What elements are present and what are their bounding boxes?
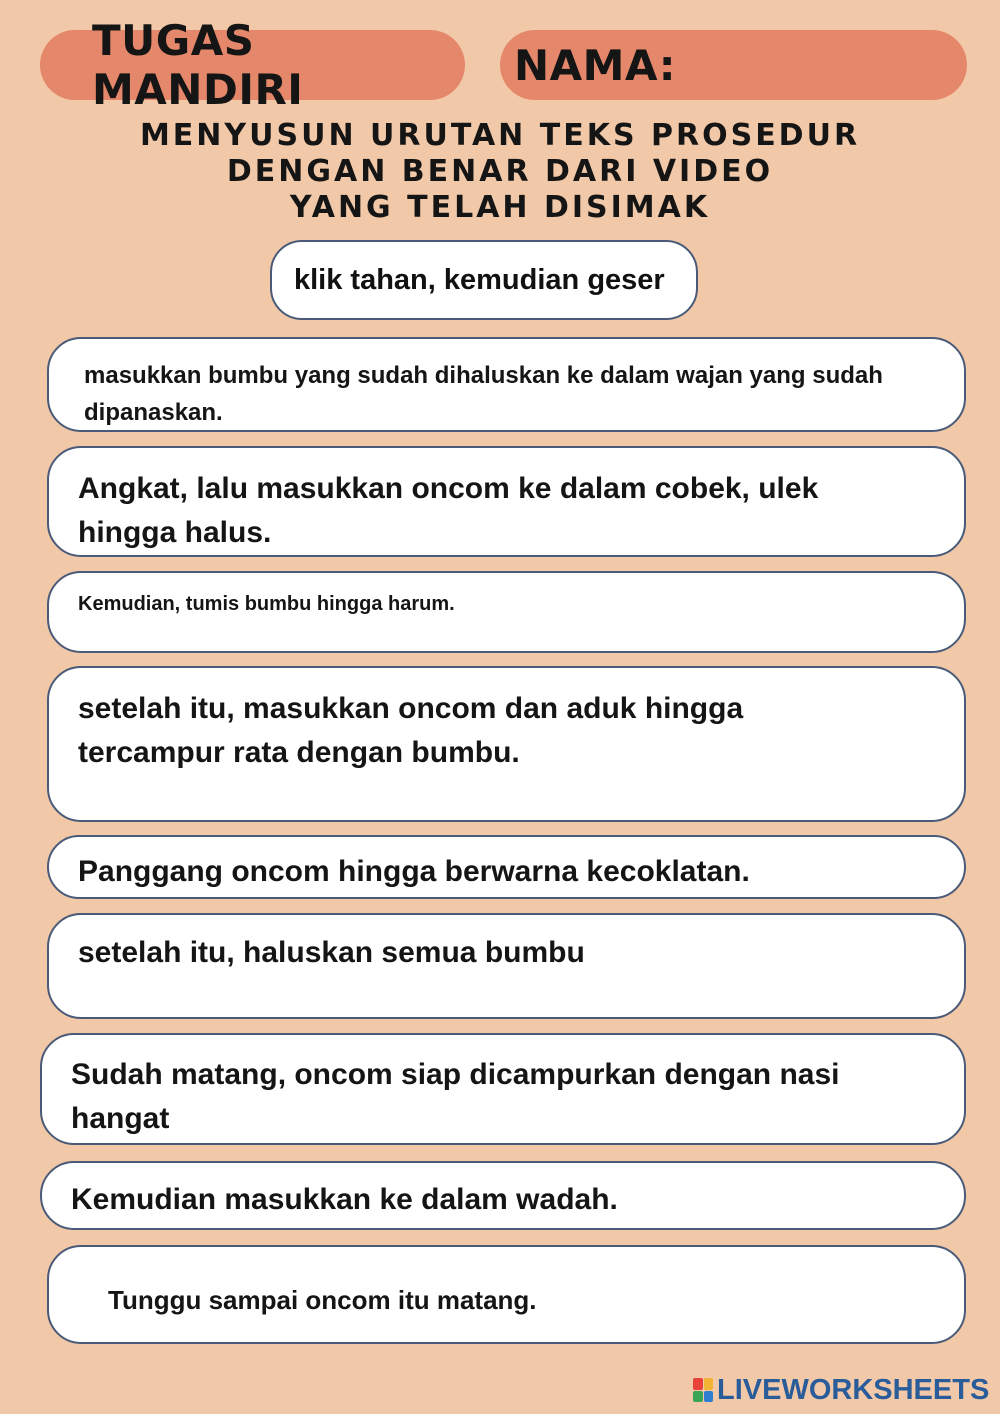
drag-instruction — [270, 240, 698, 320]
step-card-text: Kemudian masukkan ke dalam wadah. — [71, 1183, 618, 1216]
title-tugas-mandiri-text: TUGAS MANDIRI — [92, 16, 304, 114]
title-tugas-mandiri — [40, 16, 465, 114]
logo-square — [704, 1378, 714, 1390]
step-card[interactable] — [47, 1245, 966, 1344]
step-card[interactable] — [47, 446, 966, 557]
subtitle-line: DENGAN BENAR DARI VIDEO — [226, 154, 774, 189]
subtitle-line: MENYUSUN URUTAN TEKS PROSEDUR — [139, 118, 861, 153]
liveworksheets-logo-text: LIVEWORKSHEETS — [717, 1373, 990, 1406]
drag-instruction-text: klik tahan, kemudian geser — [294, 263, 665, 296]
step-card-text: setelah itu, masukkan oncom dan aduk hingga tercampur rata dengan bumbu. — [78, 692, 744, 769]
worksheet-subtitle — [0, 118, 1000, 226]
liveworksheets-logo-icon — [693, 1378, 713, 1402]
logo-square — [693, 1378, 703, 1390]
step-card-text: setelah itu, haluskan semua bumbu — [78, 936, 585, 969]
name-field — [500, 30, 967, 100]
step-card-text: Sudah matang, oncom siap dicampurkan dengan nasi hangat — [71, 1058, 840, 1135]
step-card[interactable] — [47, 835, 966, 899]
step-card[interactable] — [40, 1033, 966, 1145]
step-card[interactable] — [47, 337, 966, 432]
subtitle-line: YANG TELAH DISIMAK — [289, 190, 711, 225]
logo-square — [693, 1391, 703, 1403]
step-card-text: Panggang oncom hingga berwarna kecoklatan. — [78, 855, 750, 888]
step-card-text: masukkan bumbu yang sudah dihaluskan ke dalam wajan yang sudah dipanaskan. — [84, 362, 883, 426]
step-card[interactable] — [47, 913, 966, 1019]
step-card-text: Kemudian, tumis bumbu hingga harum. — [78, 593, 455, 615]
step-card-text: Angkat, lalu masukkan oncom ke dalam cobek, ulek hingga halus. — [78, 472, 819, 549]
step-card[interactable] — [47, 666, 966, 822]
name-label: NAMA: — [514, 40, 677, 90]
step-card[interactable] — [47, 571, 966, 653]
step-card[interactable] — [40, 1161, 966, 1230]
step-card-text: Tunggu sampai oncom itu matang. — [108, 1285, 537, 1315]
liveworksheets-logo — [693, 1374, 989, 1406]
logo-square — [704, 1391, 714, 1403]
